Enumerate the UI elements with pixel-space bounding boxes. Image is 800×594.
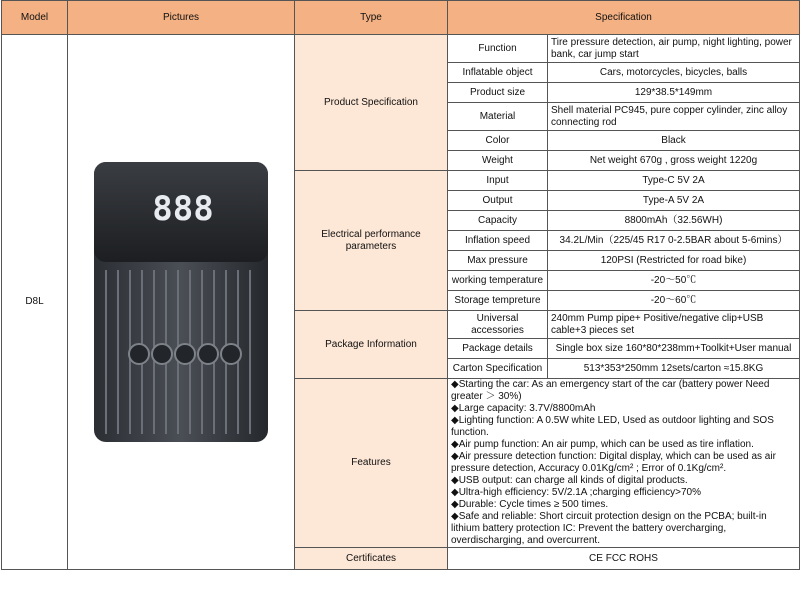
spec-name: Inflatable object	[448, 63, 548, 83]
power-bank-image	[76, 150, 286, 450]
header-type: Type	[295, 1, 448, 35]
spec-value: Black	[548, 131, 800, 151]
feature-item: ◆Durable: Cycle times ≥ 500 times.	[451, 499, 609, 510]
section-package: Package Information	[295, 311, 448, 379]
spec-value: 240mm Pump pipe+ Positive/negative clip+USB cable+3 pieces set	[548, 311, 800, 339]
spec-value: 8800mAh（32.56WH)	[548, 211, 800, 231]
spec-value: 120PSI (Restricted for road bike)	[548, 251, 800, 271]
spec-value: 513*353*250mm 12sets/carton ≈15.8KG	[548, 359, 800, 379]
spec-value: Single box size 160*80*238mm+Toolkit+User manual	[548, 339, 800, 359]
spec-name: Max pressure	[448, 251, 548, 271]
spec-value: Type-C 5V 2A	[548, 171, 800, 191]
spec-name: Universal accessories	[448, 311, 548, 339]
spec-value: Net weight 670g , gross weight 1220g	[548, 151, 800, 171]
section-certificates: Certificates	[295, 548, 448, 570]
spec-name: Color	[448, 131, 548, 151]
header-pictures: Pictures	[68, 1, 295, 35]
section-product: Product Specification	[295, 35, 448, 171]
button-4[interactable]	[198, 344, 218, 364]
header-row	[2, 1, 800, 35]
feature-item: ◆USB output: can charge all kinds of digital products.	[451, 475, 688, 486]
spec-name: Storage tempreture	[448, 291, 548, 311]
spec-name: Output	[448, 191, 548, 211]
spec-name: Product size	[448, 83, 548, 103]
spec-value: Cars, motorcycles, bicycles, balls	[548, 63, 800, 83]
button-2[interactable]	[152, 344, 172, 364]
feature-item: ◆Starting the car: As an emergency start of the car (battery power Need greater ＞ 30%)	[451, 379, 770, 402]
spec-name: Package details	[448, 339, 548, 359]
model-cell: D8L	[2, 35, 68, 570]
spec-name: working temperature	[448, 271, 548, 291]
spec-value: 129*38.5*149mm	[548, 83, 800, 103]
spec-value: Shell material PC945, pure copper cylinder, zinc alloy connecting rod	[548, 103, 800, 131]
button-5[interactable]	[221, 344, 241, 364]
spec-value: -20～50℃	[548, 271, 800, 291]
feature-item: ◆Ultra-high efficiency: 5V/2.1A ;charging efficiency>70%	[451, 487, 701, 498]
button-1[interactable]	[129, 344, 149, 364]
spec-name: Input	[448, 171, 548, 191]
feature-item: ◆Safe and reliable: Short circuit protection design on the PCBA; built-in lithium battery protection IC: Prevent the battery overcharging, overdischarging, and overcurrent.	[451, 511, 767, 546]
features-list	[448, 379, 800, 548]
feature-item: ◆Lighting function: A 0.5W white LED, Used as outdoor lighting and SOS function.	[451, 415, 774, 438]
button-3[interactable]	[175, 344, 195, 364]
spec-value: -20～60℃	[548, 291, 800, 311]
spec-name: Material	[448, 103, 548, 131]
lcd-display: 888	[152, 189, 214, 229]
spec-name: Inflation speed	[448, 231, 548, 251]
spec-name: Weight	[448, 151, 548, 171]
feature-item: ◆Air pump function: An air pump, which can be used as tire inflation.	[451, 439, 754, 450]
product-picture	[68, 35, 295, 570]
spec-table	[1, 0, 800, 570]
spec-value: 34.2L/Min（225/45 R17 0-2.5BAR about 5-6mins）	[548, 231, 800, 251]
spec-name: Carton Specification	[448, 359, 548, 379]
spec-name: Function	[448, 35, 548, 63]
header-model: Model	[2, 1, 68, 35]
section-features: Features	[295, 379, 448, 548]
spec-value: Tire pressure detection, air pump, night lighting, power bank, car jump start	[548, 35, 800, 63]
feature-item: ◆Air pressure detection function: Digital display, which can be used as air pressure detection, Accuracy 0.01Kg/cm² ; Error of 0.1Kg/cm².	[451, 451, 776, 474]
spec-name: Capacity	[448, 211, 548, 231]
certificates-value: CE FCC ROHS	[448, 548, 800, 570]
spec-value: Type-A 5V 2A	[548, 191, 800, 211]
feature-item: ◆Large capacity: 3.7V/8800mAh	[451, 403, 596, 414]
header-specification: Specification	[448, 1, 800, 35]
control-buttons	[129, 344, 241, 364]
section-electrical: Electrical performance parameters	[295, 171, 448, 311]
